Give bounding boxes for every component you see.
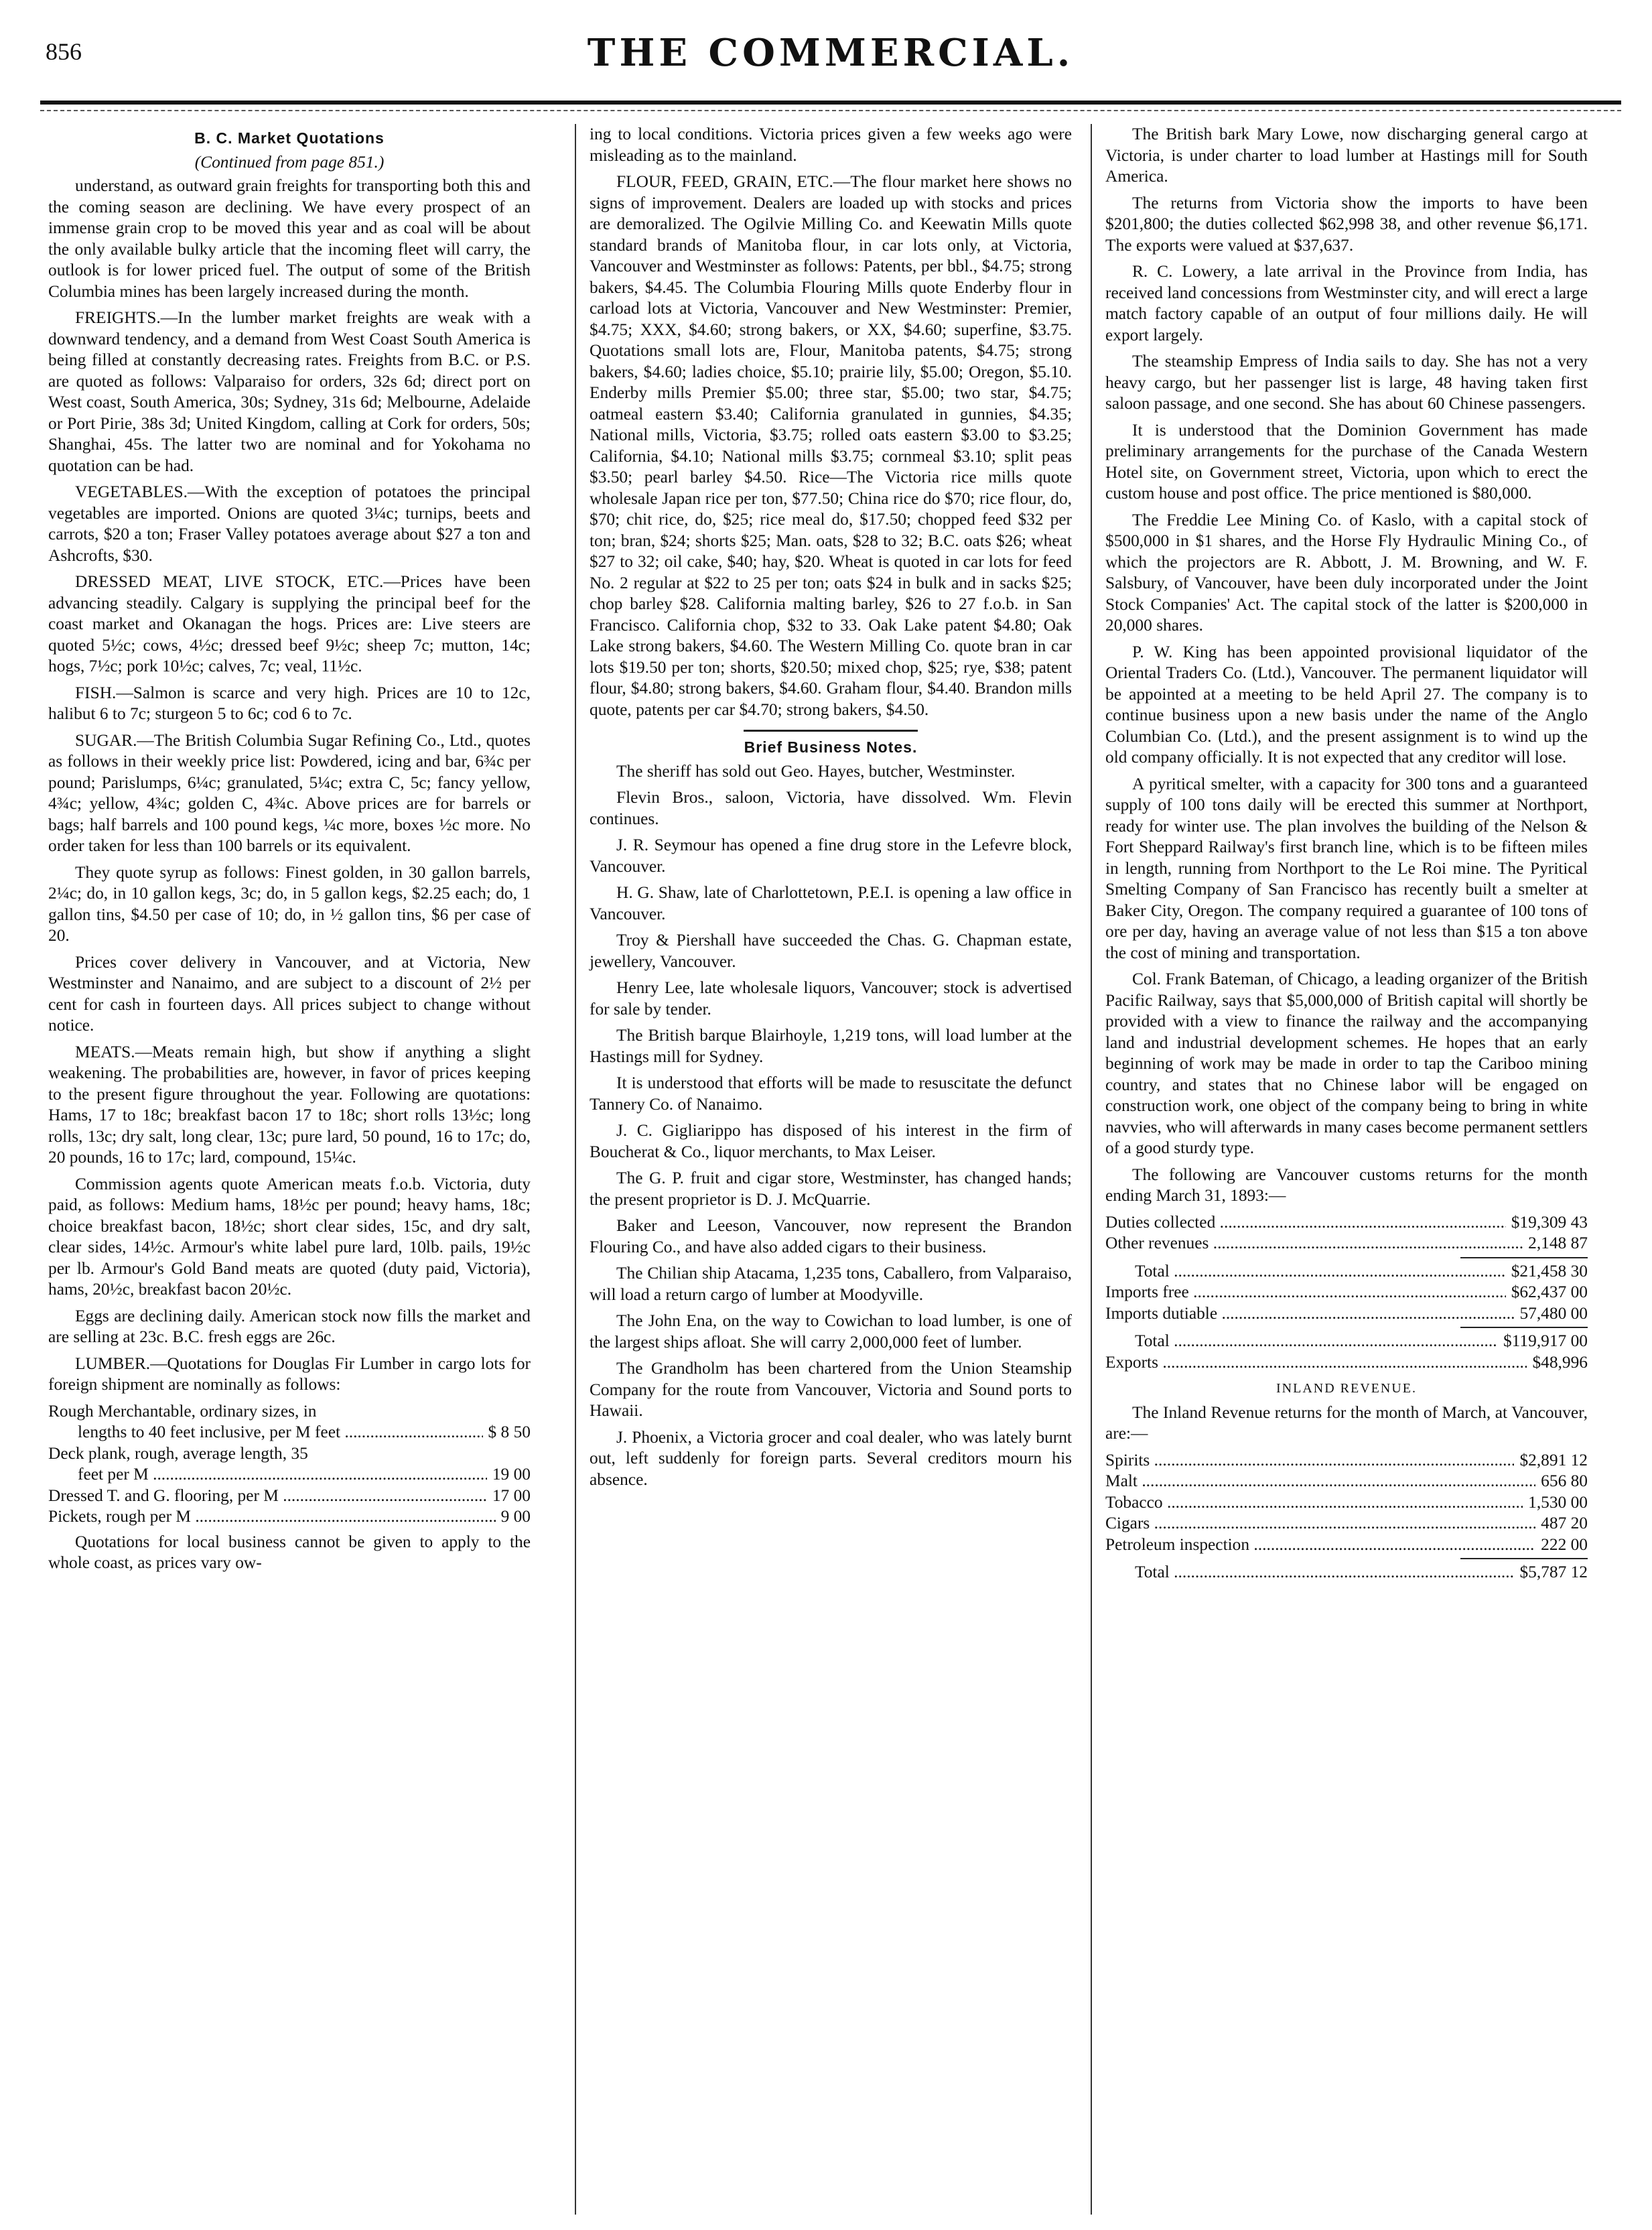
table-row	[48, 1486, 531, 1507]
paragraph: Eggs are declining daily. American stock now fills the market and are selling at 23c. B.C. fresh eggs are 26c.	[48, 1306, 531, 1346]
row-label: Imports dutiable .....	[1105, 1303, 1514, 1325]
paragraph: VEGETABLES.—With the exception of potatoes the principal vegetables are imported. Onions are quoted 3¼c; turnips, beets and carrots, $20 a ton; Fraser Valley potatoes average about $27 a ton and Ashcrofts, $30.	[48, 482, 531, 565]
table-row	[1105, 1303, 1588, 1325]
row-label: Pickets, rough per M .....	[48, 1506, 496, 1528]
news-item: Col. Frank Bateman, of Chicago, a leading organizer of the British Pacific Railway, says that $5,000,000 of British capital will shortly be provided with a view to finance the railway and the accompanying land and industrial development schemes. He hopes that an early beginning of work may be made in order to tap the Cariboo mining country, and states that no Chinese labor will be engaged on construction work, one object of the company being to bring in white navvies, who will afterwards in many cases become permanent settlers of a good sturdy type.	[1105, 970, 1588, 1157]
page-header	[40, 25, 1621, 86]
table-row-total	[1105, 1562, 1588, 1583]
row-value: 2,148 87	[1528, 1234, 1588, 1252]
masthead-title: THE COMMERCIAL.	[587, 31, 1075, 75]
row-label: Other revenues .....	[1105, 1233, 1523, 1254]
table-row	[48, 1506, 531, 1528]
table-row	[1105, 1534, 1588, 1556]
row-value: 9 00	[500, 1507, 531, 1526]
news-item: The following are Vancouver customs returns for the month ending March 31, 1893:—	[1105, 1165, 1588, 1205]
news-item: The Freddie Lee Mining Co. of Kaslo, with a capital stock of $500,000 in $1 shares, and the Horse Fly Hydraulic Mining Co., of which the projectors are R. Abbott, J. M. Browning, and W. F. Salsbury, of Vancouver, have been duly incorporated under the Joint Stock Companies' Act. The capital stock of the latter is $200,000 in 20,000 shares.	[1105, 510, 1588, 635]
row-label: Malt .....	[1105, 1471, 1535, 1492]
row-label: Cigars .....	[1105, 1513, 1535, 1534]
paragraph: SUGAR.—The British Columbia Sugar Refining Co., Ltd., quotes as follows in their weekly price list: Powdered, icing and bar, 6¾c per pound; Parislumps, 6¼c; granulated, 5¼c; extra C, 5c; fancy yellow, 4¾c; yellow, 4¾c; golden C, 4¾c. Above prices are for barrels or bags; half barrels and 100 pound kegs, ¼c more, boxes ½c more. No order taken for less than 100 barrels or its equivalent.	[48, 730, 531, 855]
row-value: $62,437 00	[1511, 1283, 1588, 1301]
row-label: lengths to 40 feet inclusive, per M feet .....	[78, 1422, 483, 1443]
news-item: R. C. Lowery, a late arrival in the Province from India, has received land concessions from Westminster city, and will erect a large match factory capable of an output of four millions daily. He will export largely.	[1105, 262, 1588, 344]
news-item: The sheriff has sold out Geo. Hayes, butcher, Westminster.	[616, 761, 1016, 781]
table-row	[48, 1464, 531, 1486]
news-item: Henry Lee, late wholesale liquors, Vancouver; stock is advertised for sale by tender.	[590, 978, 1072, 1019]
table-row-label: Rough Merchantable, ordinary sizes, in	[48, 1401, 317, 1421]
news-item: The returns from Victoria show the imports to have been $201,800; the duties collected $62,998 38, and other revenue $6,171. The exports were valued at $37,637.	[1105, 193, 1588, 255]
row-label: Total .....	[1135, 1261, 1506, 1283]
news-item: P. W. King has been appointed provisional liquidator of the Oriental Traders Co. (Ltd.), Vancouver. The permanent liquidator will be appointed at a meeting to be held April 27. The company is to continue business upon a new basis under the name of the Anglo Columbian Co. (Ltd.), and the present assignment is to wind up the old company officially. It is not expected that any creditor will lose.	[1105, 642, 1588, 767]
paragraph: FLOUR, FEED, GRAIN, ETC.—The flour market here shows no signs of improvement. Dealers are loaded up with stocks and prices are demoralized. The Ogilvie Milling Co. and Keewatin Mills quote standard brands of Manitoba flour, in car lots only, at Victoria, Vancouver and Westminster as follows: Patents, per bbl., $4.75; strong bakers, $4.45. The Columbia Flouring Mills quote Enderby flour in carload lots at Victoria, Vancouver and New Westminster: Premier, $4.75; XXX, $4.60; strong bakers, or XX, $4.60; superfine, $3.75. Quotations small lots are, Flour, Manitoba patents, $4.75; strong bakers, $4.60; ladies choice, $5.10; prairie lily, $5.00; Oregon, $5.10. Enderby mills Premier $5.00; three star, $5.00; two star, $4.75; oatmeal eastern $3.40; California granulated in gunnies, $4.35; National mills, Victoria, $3.75; rolled oats eastern $3.00 to $3.25; California, $4.10; National mills $3.75; cornmeal $3.10; split peas $3.50; pearl barley $4.50. Rice—The Victoria rice mills quote wholesale Japan rice per ton, $77.50; China rice do $70; rice flour, do, $70; chit rice, do, $25; rice meal do, $17.50; chopped feed $32 per ton; bran, $24; shorts $25; Man. oats, $28 to 32; B.C. oats $26; wheat $27 to 32; oil cake, $40; hay, $20. Wheat is quoted in car lots for feed No. 2 regular at $22 to 25 per ton; oats $24 in bulk and in sacks $25; chop barley $28. California malting barley, $26 to 27 f.o.b. in San Francisco. California chop, $32 to 33. Oak Lake patent $4.80; Oak Lake strong bakers, $4.60. The Western Milling Co. quote bran in car lots $19.50 per ton; shorts, $20.50; mixed chop, $25; rye, $38; patent flour, $4.80; strong bakers, $4.60. Graham flour, $4.40. Brandon mills quote, patents per car $4.70; strong bakers, $4.50.	[590, 172, 1072, 719]
row-label: Tobacco .....	[1105, 1492, 1523, 1514]
table-row	[1105, 1233, 1588, 1254]
lumber-price-table	[48, 1401, 531, 1528]
row-value: 222 00	[1541, 1534, 1588, 1554]
sum-rule	[1460, 1558, 1588, 1559]
paragraph: Commission agents quote American meats f.o.b. Victoria, duty paid, as follows: Medium hams, 18½c per pound; heavy hams, 18c; choice breakfast bacon, 18½c; short clear sides, 15c, and dry salt, clear sides, 14½c. Armour's white label pure lard, 10lb. pails, 19½c per lb. Armour's Gold Band meats are quoted (duty paid, Victoria), hams, 20½c, breakfast bacon 20½c.	[48, 1174, 531, 1299]
header-rule	[40, 101, 1621, 105]
row-value: 17 00	[492, 1486, 531, 1505]
news-item: J. R. Seymour has opened a fine drug store in the Lefevre block, Vancouver.	[590, 836, 1072, 876]
inland-revenue-table	[1105, 1450, 1588, 1583]
row-value: $21,458 30	[1511, 1261, 1588, 1281]
news-item: The G. P. fruit and cigar store, Westminster, has changed hands; the present proprietor is D. J. McQuarrie.	[590, 1169, 1072, 1209]
news-item: Flevin Bros., saloon, Victoria, have dissolved. Wm. Flevin continues.	[590, 788, 1072, 828]
customs-returns-table	[1105, 1212, 1588, 1374]
column-3	[1105, 124, 1588, 1583]
paragraph: understand, as outward grain freights for transporting both this and the coming season are declining. We have every prospect of an immense grain crop to be moved this year and as coal will be about the only available bulky article that the incoming fleet will carry, the outlook is for lower priced fuel. The output of some of the British Columbia mines has been largely increased during the month.	[48, 176, 531, 301]
row-value: 487 20	[1541, 1514, 1588, 1532]
table-row	[1105, 1471, 1588, 1492]
column-1	[48, 124, 531, 1579]
row-label: Exports .....	[1105, 1352, 1527, 1374]
news-item: A pyritical smelter, with a capacity for 300 tons and a guaranteed supply of 100 tons daily will be erected this summer at Northport, ready for winter use. The plan involves the building of the Nelson & Fort Sheppard Railway's first branch line, which is to be fifteen miles in length, running from Northport to the Le Roi mine. The Pyritical Smelting Company of San Francisco has recently built a smelter at Baker City, Oregon. The company required a guarantee of 100 tons of ore per day, having an average value of not less than $15 a ton above the cost of mining and transportation.	[1105, 774, 1588, 962]
column-divider	[1091, 124, 1092, 2215]
news-item: J. Phoenix, a Victoria grocer and coal dealer, who was lately burnt out, left suddenly for foreign parts. Several creditors mourn his absence.	[590, 1427, 1072, 1489]
sum-rule	[1460, 1327, 1588, 1328]
news-item: The Grandholm has been chartered from the Union Steamship Company for the route from Vancouver, Victoria and Sound ports to Hawaii.	[590, 1359, 1072, 1420]
row-label: Imports free .....	[1105, 1282, 1506, 1303]
news-item: The British bark Mary Lowe, now discharging general cargo at Victoria, is under charter to load lumber at Hastings mill for South America.	[1105, 125, 1588, 186]
section-subheading: (Continued from page 851.)	[194, 152, 385, 172]
paragraph: ing to local conditions. Victoria prices given a few weeks ago were misleading as to the mainland.	[590, 125, 1072, 165]
row-value: $ 8 50	[488, 1423, 531, 1441]
table-row	[1105, 1492, 1588, 1514]
news-item: The steamship Empress of India sails to day. She has not a very heavy cargo, but her passenger list is large, 48 having taken first saloon passage, and one second. She has about 60 Chinese passengers.	[1105, 352, 1588, 413]
table-row	[1105, 1282, 1588, 1303]
page-number: 856	[46, 38, 82, 65]
news-item: The British barque Blairhoyle, 1,219 tons, will load lumber at the Hastings mill for Sydney.	[590, 1026, 1072, 1066]
row-value: $48,996	[1532, 1352, 1588, 1372]
section-heading: INLAND REVENUE.	[1276, 1381, 1417, 1396]
table-row	[1105, 1513, 1588, 1534]
row-label: Duties collected .....	[1105, 1212, 1506, 1234]
table-row	[1105, 1352, 1588, 1374]
paragraph: The Inland Revenue returns for the month of March, at Vancouver, are:—	[1105, 1402, 1588, 1443]
section-divider	[744, 730, 918, 732]
column-divider	[575, 124, 576, 2215]
paragraph: LUMBER.—Quotations for Douglas Fir Lumber in cargo lots for foreign shipment are nominally as follows:	[48, 1354, 531, 1394]
news-item: J. C. Gigliarippo has disposed of his interest in the firm of Boucherat & Co., liquor merchants, to Max Leiser.	[590, 1121, 1072, 1161]
news-item: H. G. Shaw, late of Charlottetown, P.E.I. is opening a law office in Vancouver.	[590, 883, 1072, 923]
row-label: Total .....	[1135, 1562, 1514, 1583]
table-row-total	[1105, 1331, 1588, 1352]
row-label: Dressed T. and G. flooring, per M .....	[48, 1486, 487, 1507]
paragraph: DRESSED MEAT, LIVE STOCK, ETC.—Prices have been advancing steadily. Calgary is supplying the principal beef for the coast market and Okanagan the hogs. Prices are: Live steers are quoted 5½c; cows, 4½c; dressed beef 9½c; sheep 7c; mutton, 14c; hogs, 7½c; pork 10½c; calves, 7c; veal, 11½c.	[48, 572, 531, 675]
paragraph: Quotations for local business cannot be given to apply to the whole coast, as prices vary ow-	[48, 1532, 531, 1572]
row-value: $2,891 12	[1519, 1450, 1588, 1469]
table-row-total	[1105, 1261, 1588, 1283]
section-heading: B. C. Market Quotations	[194, 129, 385, 147]
sum-rule	[1460, 1257, 1588, 1258]
row-label: feet per M .....	[78, 1464, 487, 1486]
table-row	[1105, 1450, 1588, 1471]
news-item: Baker and Leeson, Vancouver, now represent the Brandon Flouring Co., and have also added cigars to their business.	[590, 1216, 1072, 1256]
row-value: $19,309 43	[1511, 1212, 1588, 1232]
row-value: 19 00	[492, 1465, 531, 1484]
row-value: $119,917 00	[1503, 1331, 1588, 1350]
paragraph: Prices cover delivery in Vancouver, and at Victoria, New Westminster and Nanaimo, and are subject to a discount of 2½ per cent for cash in fourteen days. All prices subject to change without notice.	[48, 952, 531, 1035]
row-label: Total .....	[1135, 1331, 1498, 1352]
table-row	[1105, 1212, 1588, 1234]
paragraph: MEATS.—Meats remain high, but show if anything a slight weakening. The probabilities are, however, in favor of prices keeping to the present figure throughout the year. Following are quotations: Hams, 17 to 18c; breakfast bacon 17 to 18c; short rolls 13½c; long rolls, 13c; dry salt, long clear, 13c; pure lard, 50 pound, 16 to 17c; do, 20 pounds, 16 to 17c; lard, compound, 15¼c.	[48, 1042, 531, 1167]
row-value: $5,787 12	[1519, 1563, 1588, 1581]
row-value: 656 80	[1541, 1471, 1588, 1490]
paragraph: FISH.—Salmon is scarce and very high. Prices are 10 to 12c, halibut 6 to 7c; sturgeon 5 to 6c; cod 6 to 7c.	[48, 683, 531, 723]
paragraph: They quote syrup as follows: Finest golden, in 30 gallon barrels, 2¼c; do, in 10 gallon kegs, 3c; do, in 5 gallon kegs, $2.25 each; do, 1 gallon tins, $4.50 per case of 10; do, in ½ gallon tins, $6 per case of 20.	[48, 862, 531, 945]
row-value: 1,530 00	[1528, 1492, 1588, 1512]
table-row-label: Deck plank, rough, average length, 35	[48, 1443, 308, 1463]
news-item: The John Ena, on the way to Cowichan to load lumber, is one of the largest ships afloat. She will carry 2,000,000 feet of lumber.	[590, 1311, 1072, 1352]
table-row	[48, 1422, 531, 1443]
news-item: The Chilian ship Atacama, 1,235 tons, Caballero, from Valparaiso, will load a return cargo of lumber at Moodyville.	[590, 1264, 1072, 1304]
header-rule-dashed	[40, 110, 1621, 111]
section-heading: Brief Business Notes.	[744, 738, 918, 756]
column-2	[590, 124, 1072, 1496]
news-item: Troy & Piershall have succeeded the Chas. G. Chapman estate, jewellery, Vancouver.	[590, 931, 1072, 971]
paragraph: FREIGHTS.—In the lumber market freights are weak with a downward tendency, and a demand from West Coast South America is being filled at constantly decreasing rates. Freights from B.C. or P.S. are quoted as follows: Valparaiso for orders, 32s 6d; direct port on West coast, South America, 30s; Sydney, 31s 6d; Melbourne, Adelaide or Port Pirie, 38s 3d; United Kingdom, calling at Cork for orders, 50s; Shanghai, 45s. The latter two are nominal and for Yokohama no quotation can be had.	[48, 308, 531, 475]
row-value: 57,480 00	[1519, 1303, 1588, 1323]
news-item: It is understood that efforts will be made to resuscitate the defunct Tannery Co. of Nanaimo.	[590, 1073, 1072, 1114]
news-item: It is understood that the Dominion Government has made preliminary arrangements for the purchase of the Canada Western Hotel site, on Government street, Victoria, upon which to erect the custom house and post office. The price mentioned is $80,000.	[1105, 420, 1588, 503]
row-label: Petroleum inspection .....	[1105, 1534, 1535, 1556]
row-label: Spirits .....	[1105, 1450, 1514, 1471]
